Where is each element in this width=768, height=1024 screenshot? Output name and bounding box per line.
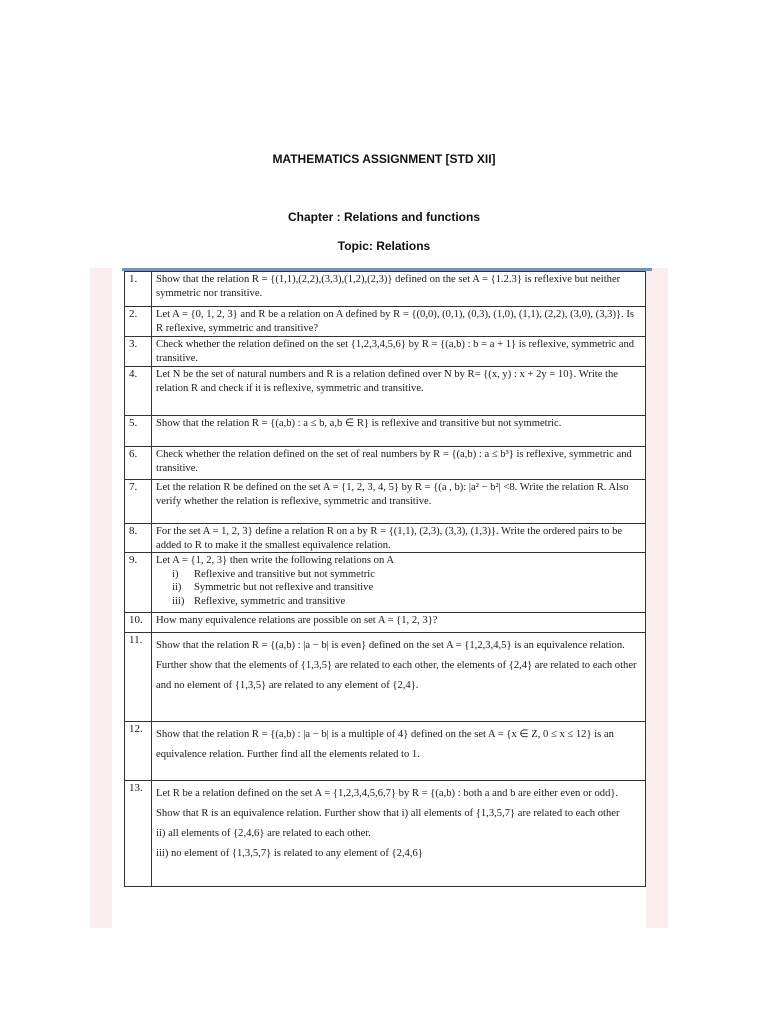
question-text: Let A = {0, 1, 2, 3} and R be a relation on A defined by R = {(0,0), (0,1), (0,3), (1,0), (1,1), (2,2), (3,0), (3,3)}. Is R reflexive, symmetric and transitive? (152, 307, 646, 337)
question-text: Let A = {1, 2, 3} then write the following relations on A (156, 555, 394, 567)
right-margin-band (646, 268, 668, 928)
question-text: Let N be the set of natural numbers and R is a relation defined over N by R= {(x, y) : x + 2y = 10}. Write the relation R and check if it is reflexive, symmetric and transitive. (152, 367, 646, 416)
sub-item (156, 581, 641, 595)
question-row (125, 367, 646, 416)
question-number: 12. (125, 722, 152, 781)
question-number: 11. (125, 633, 152, 722)
question-row (125, 480, 646, 524)
question-text: How many equivalence relations are possible on set A = {1, 2, 3}? (152, 613, 646, 633)
question-number: 6. (125, 447, 152, 480)
question-row (125, 337, 646, 367)
left-margin-band (90, 268, 112, 928)
question-row (125, 416, 646, 447)
sub-item-numeral: iii) (172, 595, 185, 607)
question-text: Check whether the relation defined on the set {1,2,3,4,5,6} by R = {(a,b) : b = a + 1} is reflexive, symmetric and transitive. (152, 337, 646, 367)
question-number: 1. (125, 272, 152, 307)
question-number: 9. (125, 553, 152, 613)
question-text: Show that the relation R = {(a,b) : |a − b| is even} defined on the set A = {1,2,3,4,5} is an equivalence relation. Further show that the elements of {1,3,5} are related to each other, the elements of {2,4} are related to each other and no element of {1,3,5} are related to any element of {2,4}. (152, 633, 646, 722)
assignment-title: MATHEMATICS ASSIGNMENT [STD XII] (272, 152, 496, 166)
question-row (125, 781, 646, 887)
question-text: For the set A = 1, 2, 3} define a relation R on a by R = {(1,1), (2,3), (3,3), (1,3)}. Write the ordered pairs to be added to R to make it the smallest equivalence relation. (152, 524, 646, 553)
question-number: 2. (125, 307, 152, 337)
question-text: Show that the relation R = {(a,b) : a ≤ b, a,b ∈ R} is reflexive and transitive but not symmetric. (152, 416, 646, 447)
sub-item (156, 568, 641, 582)
question-number: 13. (125, 781, 152, 887)
sub-item-text: Symmetric but not reflexive and transitive (194, 582, 374, 594)
question-row (125, 633, 646, 722)
sub-item-text: Reflexive, symmetric and transitive (194, 595, 346, 607)
question-row (125, 722, 646, 781)
question-row (125, 613, 646, 633)
sub-item (156, 595, 641, 609)
questions-table (124, 271, 646, 887)
question-row (125, 553, 646, 613)
sub-item-numeral: i) (172, 568, 179, 580)
question-number: 3. (125, 337, 152, 367)
question-cell (152, 781, 646, 887)
chapter-heading: Chapter : Relations and functions (287, 210, 480, 224)
question-text: Check whether the relation defined on the set of real numbers by R = {(a,b) : a ≤ b³} is reflexive, symmetric and transitive. (152, 447, 646, 480)
question-number: 7. (125, 480, 152, 524)
question-text: Show that the relation R = {(1,1),(2,2),(3,3),(1,2),(2,3)} defined on the set A = {1.2.3} is reflexive but neither symmetric nor transitive. (152, 272, 646, 307)
question-number: 10. (125, 613, 152, 633)
question-text: Let R be a relation defined on the set A = {1,2,3,4,5,6,7} by R = {(a,b) : both a and b are either even or odd}. Show that R is an equivalence relation. Further show that i) all elements of {1,3,5,7} are related to each other (156, 788, 620, 820)
question-number: 4. (125, 367, 152, 416)
question-line: ii) all elements of {2,4,6} are related to each other. (156, 828, 371, 840)
question-number: 5. (125, 416, 152, 447)
question-row (125, 447, 646, 480)
sub-item-text: Reflexive and transitive but not symmetric (194, 568, 375, 580)
sub-item-numeral: ii) (172, 582, 182, 594)
question-row (125, 272, 646, 307)
question-text: Let the relation R be defined on the set A = {1, 2, 3, 4, 5} by R = {(a , b): |a² − b²| <8. Write the relation R. Also verify whether the relation is reflexive, symmetric and transitive. (152, 480, 646, 524)
question-number: 8. (125, 524, 152, 553)
question-line: iii) no element of {1,3,5,7} is related to any element of {2,4,6} (156, 848, 423, 860)
question-row (125, 307, 646, 337)
question-cell (152, 553, 646, 613)
topic-heading: Topic: Relations (337, 239, 431, 253)
question-row (125, 524, 646, 553)
question-text: Show that the relation R = {(a,b) : |a − b| is a multiple of 4} defined on the set A = {x ∈ Z, 0 ≤ x ≤ 12} is an equivalence relation. Further find all the elements related to 1. (152, 722, 646, 781)
